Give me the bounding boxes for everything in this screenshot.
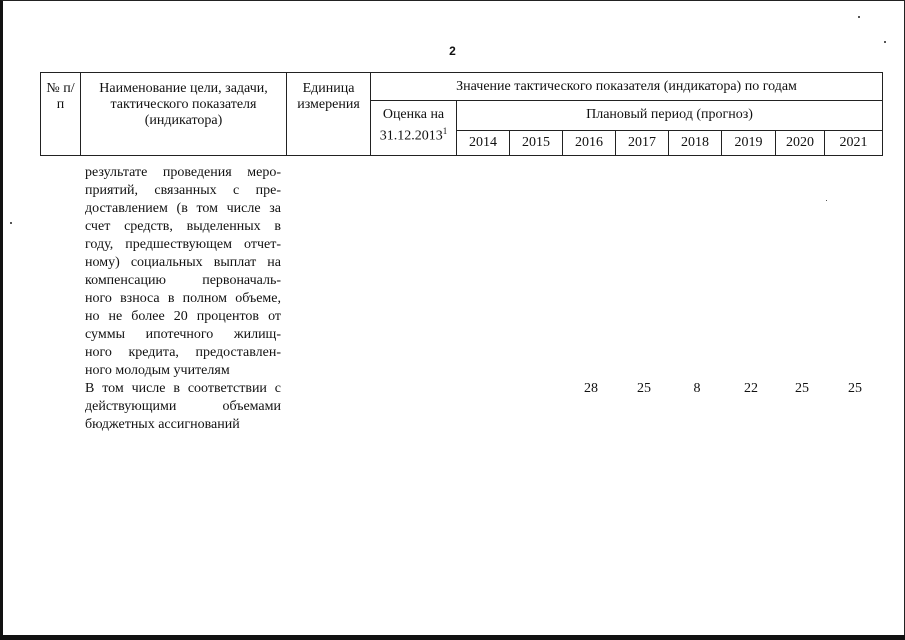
scan-speck [826,200,827,201]
text-line: суммы ипотечного жилищ- [85,327,281,342]
year-2020: 2020 [776,131,825,156]
value-2021: 25 [848,381,862,396]
year-2017: 2017 [616,131,669,156]
header-estimate [371,101,457,156]
scan-speck [858,16,860,18]
year-2016: 2016 [563,131,616,156]
indicator-description [85,164,281,380]
indicator-table-header [40,72,883,156]
year-2014: 2014 [457,131,510,156]
value-2016: 28 [584,381,598,396]
text-line: приятий, связанных с пре- [85,183,281,198]
header-planned-period: Плановый период (прогноз) [457,101,883,131]
value-2020: 25 [795,381,809,396]
text-line: ного взноса в полном объеме, [85,291,281,306]
text-line: В том числе в соответствии с [85,381,281,396]
estimate-footnote: 1 [442,126,448,136]
text-line: доставлением (в том числе за [85,201,281,216]
value-2019: 22 [744,381,758,396]
text-line: году, предшествующем отчет- [85,237,281,252]
header-value-title: Значение тактического показателя (индикатора) по годам [371,73,883,101]
text-line: действующими объемами [85,399,281,414]
text-line: ного кредита, предоставлен- [85,345,281,360]
page-bottom-edge [0,635,905,640]
scan-speck [884,41,886,43]
text-line: компенсацию первоначаль- [85,273,281,288]
estimate-label: Оценка на 31.12.2013 [379,107,445,144]
year-2018: 2018 [669,131,722,156]
budget-note [85,380,281,434]
text-line: счет средств, выделенных в [85,219,281,234]
year-2021: 2021 [825,131,883,156]
page-number: 2 [449,44,456,58]
header-unit: Единица измерения [287,73,371,156]
text-line: но не более 20 процентов от [85,309,281,324]
text-line: результате проведения меро- [85,165,281,180]
year-2019: 2019 [722,131,776,156]
text-line: бюджетных ассигнований [85,417,240,432]
header-name: Наименование цели, задачи, тактического показателя (индикатора) [81,73,287,156]
header-num: № п/п [41,73,81,156]
text-line: ному) социальных выплат на [85,255,281,270]
scan-speck [10,222,12,224]
value-2018: 8 [693,381,701,396]
year-2015: 2015 [510,131,563,156]
text-line: ного молодым учителям [85,363,230,378]
value-2017: 25 [637,381,651,396]
